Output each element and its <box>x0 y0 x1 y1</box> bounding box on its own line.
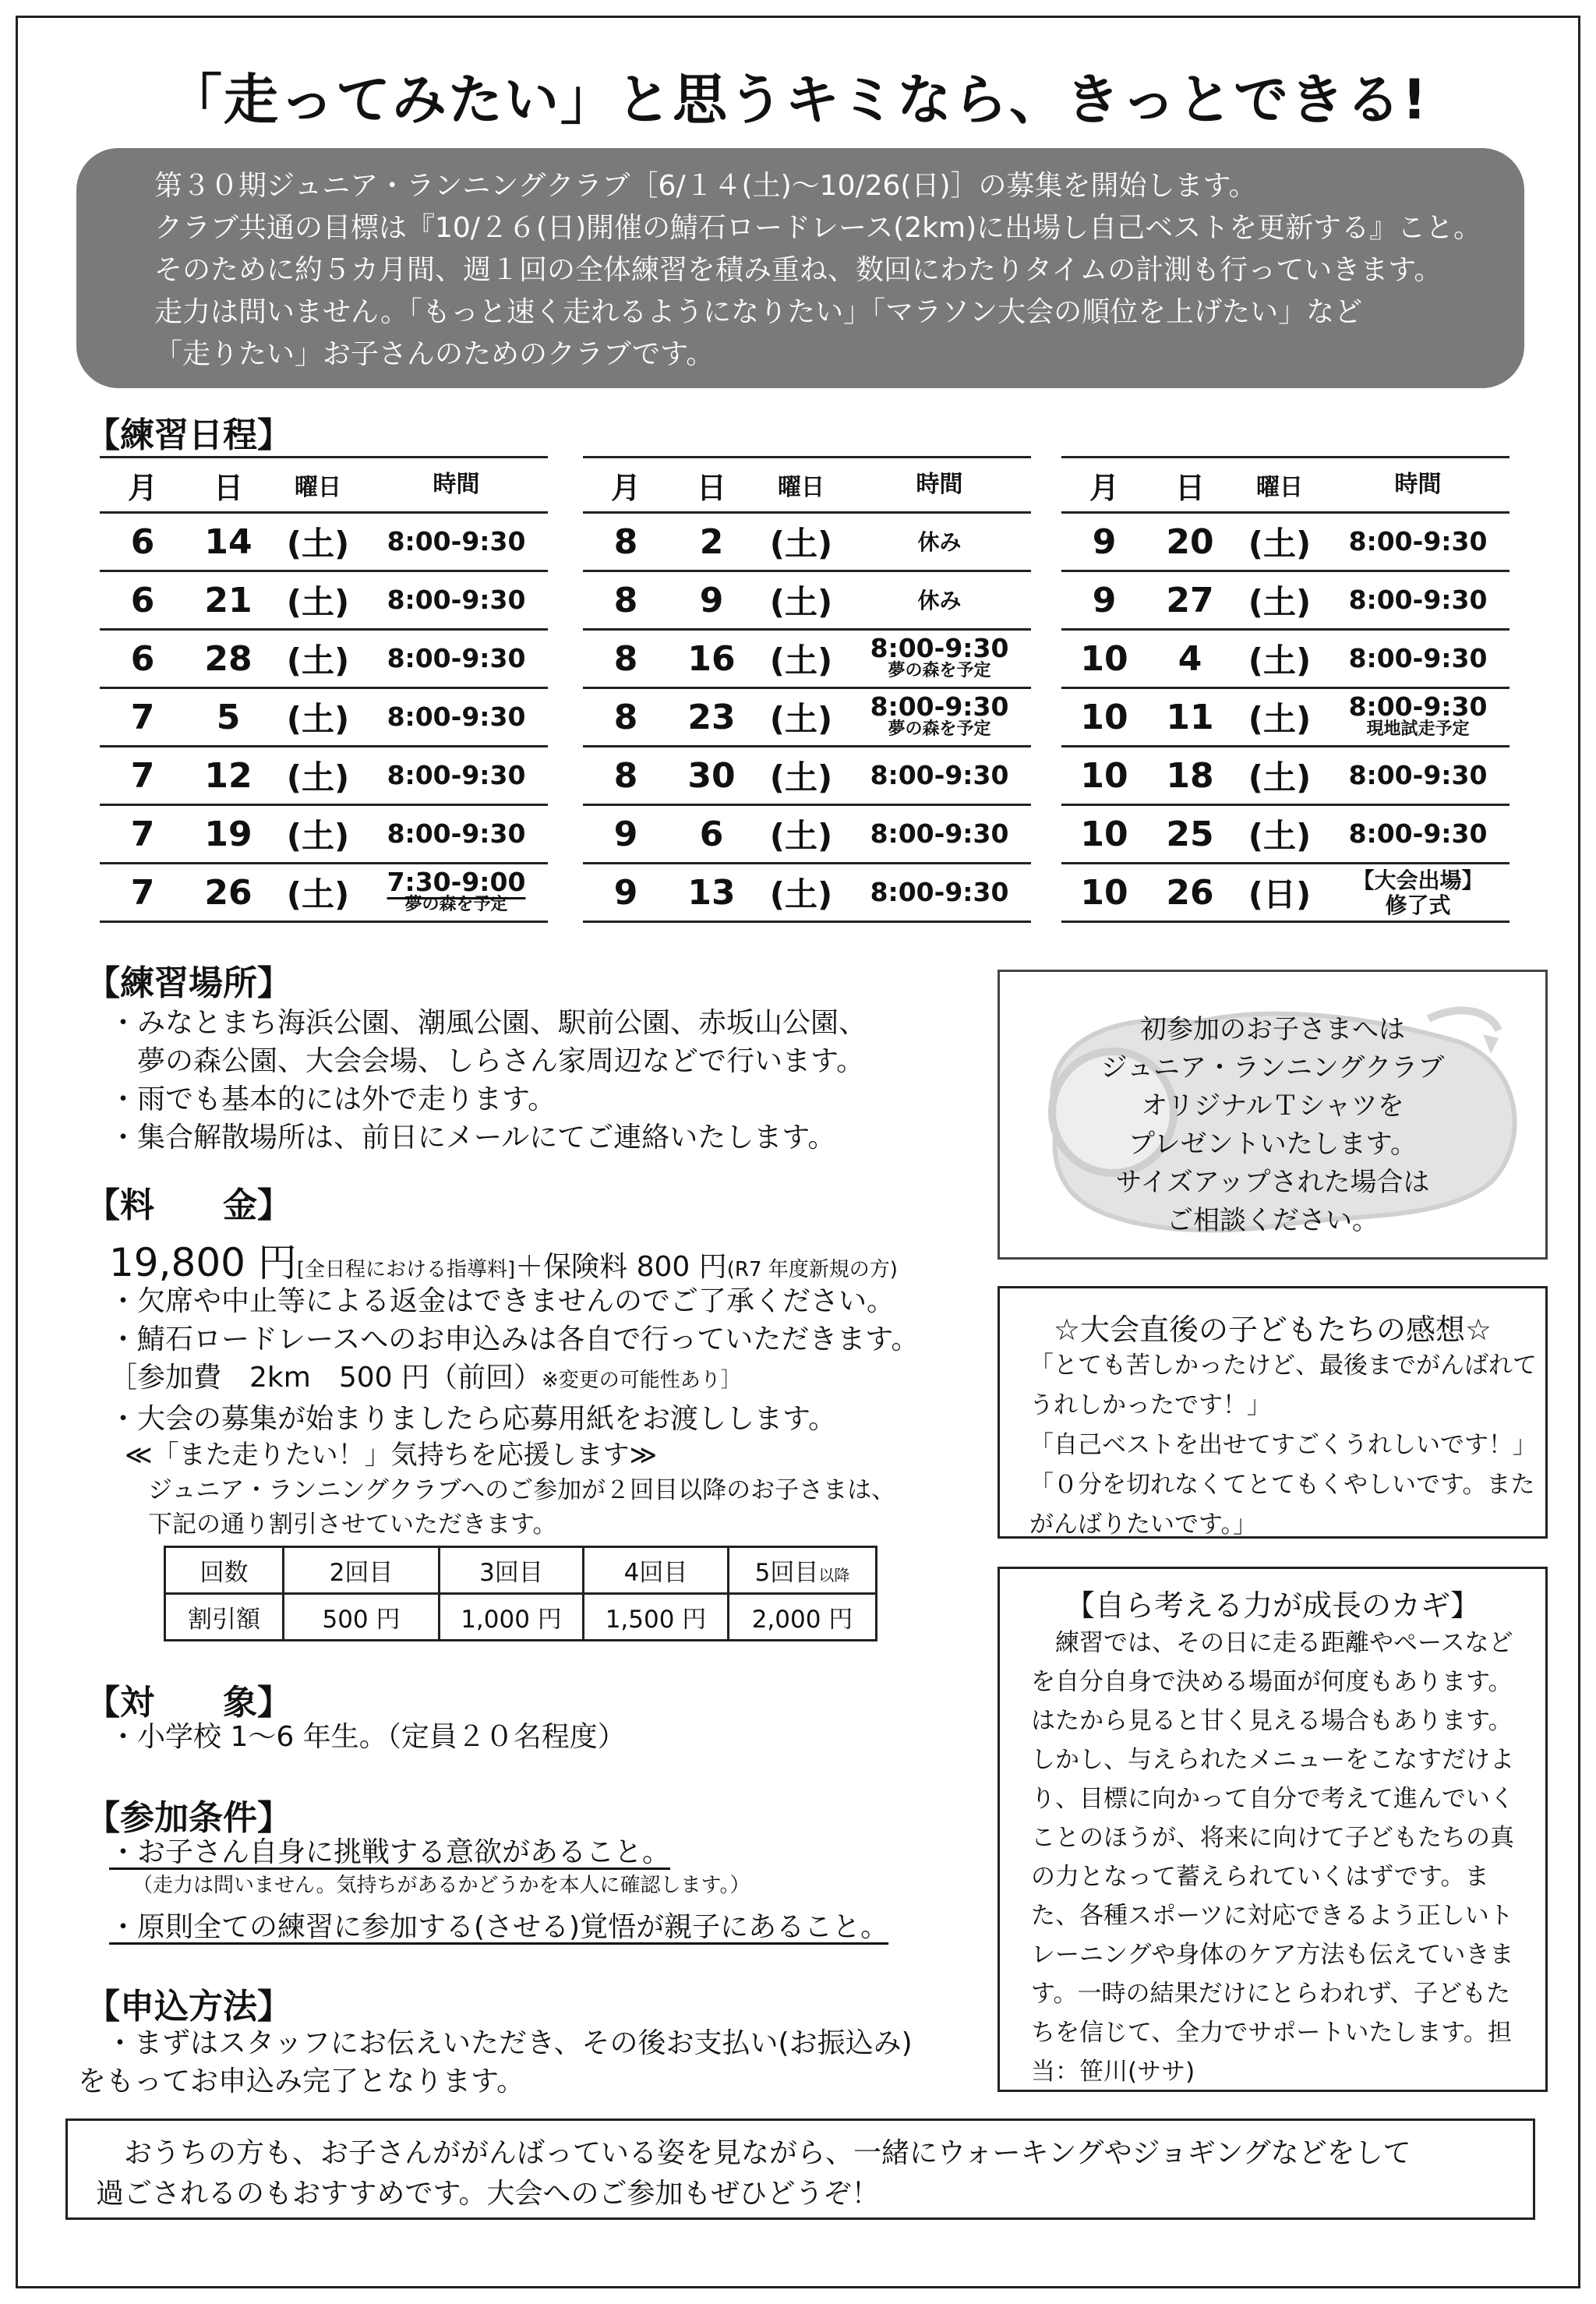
schedule-time <box>365 701 548 732</box>
schedule-day: 11 <box>1166 697 1214 737</box>
schedule-time <box>1326 691 1509 740</box>
schedule-time-note: 夢の森を予定 <box>888 661 991 680</box>
schedule-month: 10 <box>1080 814 1128 854</box>
key-paragraph: 練習では、その日に走る距離やペースなどを自分自身で決める場面が何度もあります。はたから見ると甘く見える場合もあります。しかし、与えられたメニューをこなすだけより、目標に向かって自分で考えて進んでいくことのほうが、将来に向けて子どもたちの真の力となって蓄えられていくはずです。また、各種スポーツに対応できるよう正しいトレーニングや身体のケア方法も伝えていきます。一時の結果だけにとらわれず、子どもたちを信じて、全力でサポートいたします。担当：笹川(ササ) <box>1031 1629 1514 2086</box>
key-text <box>1031 1624 1522 2091</box>
schedule-row <box>1061 689 1509 747</box>
schedule-header <box>1061 456 1509 514</box>
schedule-row <box>100 747 548 806</box>
place-line: 夢の森公園、大会会場、しらさん家周辺などで行います。 <box>109 1045 865 1077</box>
schedule-weekday: (土) <box>1248 525 1312 563</box>
voice-line: 「０分を切れなくてとてもくやしいです。また <box>1029 1471 1535 1499</box>
schedule-time-text: 8:00-9:30 <box>1348 526 1488 557</box>
schedule-month: 7 <box>130 755 155 796</box>
tshirt-line: プレゼントいたします。 <box>1128 1129 1417 1160</box>
schedule-header-weekday: 曜日 <box>295 474 341 501</box>
schedule-weekday: (土) <box>769 875 833 913</box>
schedule-day: 4 <box>1178 638 1202 679</box>
voice-line: 「自己ベストを出せてすごくうれしいです！」 <box>1029 1431 1537 1459</box>
schedule-month: 10 <box>1080 755 1128 796</box>
schedule-time-note: 夢の森を予定 <box>888 719 991 739</box>
schedule-time <box>365 867 548 915</box>
schedule-row <box>100 572 548 631</box>
schedule-month: 6 <box>130 638 155 679</box>
schedule-month: 6 <box>130 521 155 562</box>
discount-cell: 1,500 円 <box>584 1594 729 1641</box>
schedule-time-text: 休み <box>917 529 962 555</box>
schedule-weekday: (日) <box>1248 875 1312 913</box>
bottom-line: 過ごされるのもおすすめです。大会へのご参加もぜひどうぞ！ <box>96 2178 880 2210</box>
fee-amount-note: [全日程における指導料] <box>296 1258 516 1281</box>
schedule-row <box>100 806 548 864</box>
schedule-header-month: 月 <box>1089 470 1119 505</box>
schedule-row <box>1061 631 1509 689</box>
condition-line-2: ・原則全ての練習に参加する(させる)覚悟が親子にあること。 <box>109 1911 889 1943</box>
tshirt-text <box>1000 1011 1545 1240</box>
apply-text <box>78 2024 913 2101</box>
tshirt-box <box>998 970 1548 1260</box>
voices-text <box>1029 1346 1537 1545</box>
schedule-weekday: (土) <box>1248 583 1312 621</box>
schedule-day: 25 <box>1166 814 1214 854</box>
schedule-time-text: 8:00-9:30 <box>387 585 526 615</box>
schedule-month: 9 <box>1092 521 1117 562</box>
discount-cell: 1,000 円 <box>440 1594 584 1641</box>
schedule-day: 6 <box>699 814 724 854</box>
fee-line: ・鯖石ロードレースへのお申込みは各自で行っていただきます。 <box>109 1323 920 1355</box>
fee-line-note: ※変更の可能性あり］ <box>541 1369 741 1392</box>
intro-line: 走力は問いません。「もっと速く走れるようになりたい」「マラソン大会の順位を上げたい」など <box>154 296 1363 328</box>
schedule-month: 6 <box>130 580 155 620</box>
schedule-time <box>848 587 1031 613</box>
schedule-row <box>100 514 548 572</box>
schedule-time-text: 8:00-9:30 <box>1348 818 1488 849</box>
fee-insurance: ＋保険料 800 円 <box>515 1251 727 1283</box>
schedule-month: 8 <box>613 638 638 679</box>
schedule-time <box>1326 643 1509 673</box>
schedule-day: 20 <box>1166 521 1214 562</box>
schedule-time <box>848 760 1031 790</box>
schedule-header-month: 月 <box>127 470 157 505</box>
condition-title: 【参加条件】 <box>86 1798 291 1838</box>
schedule-month: 10 <box>1080 872 1128 913</box>
voice-line: うれしかったです！」 <box>1029 1391 1271 1419</box>
place-title: 【練習場所】 <box>86 963 291 1003</box>
discount-cell: 回数 <box>165 1547 284 1594</box>
key-title: 【自ら考える力が成長のカギ】 <box>1065 1588 1480 1623</box>
schedule-day: 19 <box>204 814 252 854</box>
condition-line-1: ・お子さん自身に挑戦する意欲があること。 <box>109 1836 671 1868</box>
place-text <box>109 1004 867 1157</box>
schedule-row <box>583 864 1031 923</box>
schedule-weekday: (土) <box>286 700 350 738</box>
schedule-time <box>365 818 548 849</box>
schedule-header-time: 時間 <box>916 471 963 498</box>
discount-cell: 4回目 <box>584 1547 729 1594</box>
schedule-month: 10 <box>1080 697 1128 737</box>
schedule-month: 9 <box>613 872 638 913</box>
schedule-time-text: 8:00-9:30 <box>387 643 526 673</box>
schedule-time-text: 8:00-9:30 <box>1348 760 1488 790</box>
schedule-month: 8 <box>613 580 638 620</box>
bottom-message <box>65 2118 1535 2220</box>
apply-line: をもってお申込み完了となります。 <box>78 2065 525 2097</box>
schedule-header-weekday: 曜日 <box>778 474 824 501</box>
schedule-weekday: (土) <box>1248 758 1312 797</box>
schedule-header-weekday: 曜日 <box>1256 474 1303 501</box>
tshirt-line: ジュニア・ランニングクラブ <box>1100 1052 1445 1083</box>
schedule-day: 26 <box>1166 872 1214 913</box>
schedule-time <box>1326 585 1509 615</box>
schedule-time <box>365 643 548 673</box>
schedule-time <box>365 526 548 557</box>
fee-price <box>109 1232 898 1288</box>
discount-cell-text: 5回目 <box>754 1559 819 1587</box>
schedule-weekday: (土) <box>286 583 350 621</box>
schedule-row <box>1061 572 1509 631</box>
schedule-day: 9 <box>699 580 724 620</box>
fee-line: ・大会の募集が始まりましたら応募用紙をお渡しします。 <box>109 1403 837 1435</box>
place-line: ・みなとまち海浜公園、潮風公園、駅前公園、赤坂山公園、 <box>109 1007 867 1039</box>
schedule-time <box>1326 760 1509 790</box>
discount-table <box>164 1546 877 1641</box>
schedule-time <box>848 528 1031 555</box>
schedule-row <box>583 572 1031 631</box>
schedule-time-text: 8:00-9:30 <box>387 760 526 790</box>
discount-row-count <box>165 1547 877 1594</box>
apply-line: ・まずはスタッフにお伝えいただき、その後お支払い(お振込み) <box>78 2027 913 2059</box>
schedule-time-text: 8:00-9:30 <box>870 760 1009 790</box>
schedule-day: 13 <box>687 872 736 913</box>
schedule-row <box>583 689 1031 747</box>
schedule-title: 【練習日程】 <box>86 415 291 455</box>
schedule-row <box>583 806 1031 864</box>
place-line: ・雨でも基本的には外で走ります。 <box>109 1083 556 1115</box>
fee-text <box>109 1282 919 1438</box>
schedule-time-note: 修了式 <box>1385 892 1451 918</box>
schedule-weekday: (土) <box>769 525 833 563</box>
schedule-day: 2 <box>699 521 724 562</box>
schedule-time-text: 8:00-9:30 <box>387 701 526 732</box>
schedule-row <box>1061 747 1509 806</box>
discount-cell: 2回目 <box>284 1547 440 1594</box>
fee-line <box>109 1359 919 1400</box>
schedule-weekday: (土) <box>286 758 350 797</box>
schedule-time <box>365 760 548 790</box>
schedule-table-1 <box>100 456 548 923</box>
intro-banner <box>76 148 1524 388</box>
schedule-header <box>100 456 548 514</box>
schedule-month: 8 <box>613 755 638 796</box>
schedule-time-text: 8:00-9:30 <box>870 877 1009 907</box>
support-title: ≪「また走りたい！」気持ちを応援します≫ <box>125 1440 658 1471</box>
schedule-weekday: (土) <box>769 817 833 855</box>
intro-line: そのために約５カ月間、週１回の全体練習を積み重ね、数回にわたりタイムの計測も行っていきます。 <box>154 254 1442 286</box>
voice-line: がんばりたいです。」 <box>1029 1511 1258 1539</box>
schedule-row <box>583 631 1031 689</box>
headline: 「走ってみたい」と思うキミなら、きっとできる! <box>168 68 1428 132</box>
schedule-time-text: 8:00-9:30 <box>870 633 1009 663</box>
schedule-time <box>848 633 1031 681</box>
fee-line-entry: ［参加費 2km 500 円（前回） <box>109 1362 542 1394</box>
support-line: ジュニア・ランニングクラブへのご参加が２回目以降のお子さまは、 <box>148 1476 896 1504</box>
target-title: 【対 象】 <box>86 1683 291 1723</box>
voices-title: ☆大会直後の子どもたちの感想☆ <box>1053 1313 1492 1347</box>
schedule-day: 16 <box>687 638 736 679</box>
schedule-time-note: 現地試走予定 <box>1366 719 1470 739</box>
schedule-time-text: 7:30-9:00 <box>387 867 526 897</box>
apply-title: 【申込方法】 <box>86 1987 291 2027</box>
schedule-day: 30 <box>687 755 736 796</box>
schedule-header-day: 日 <box>1174 470 1205 505</box>
bottom-line: おうちの方も、お子さんががんばっている姿を見ながら、一緒にウォーキングやジョギングなどをして <box>124 2137 1411 2169</box>
schedule-day: 12 <box>204 755 252 796</box>
schedule-header-time: 時間 <box>1394 471 1442 498</box>
schedule-time-text: 【大会出場】 <box>1352 868 1484 893</box>
tshirt-line: オリジナルＴシャツを <box>1141 1090 1404 1122</box>
schedule-day: 28 <box>204 638 252 679</box>
schedule-weekday: (土) <box>1248 641 1312 680</box>
schedule-weekday: (土) <box>1248 817 1312 855</box>
schedule-weekday: (土) <box>769 641 833 680</box>
discount-row-amount <box>165 1594 877 1641</box>
schedule-time <box>1326 867 1509 918</box>
fee-amount: 19,800 円 <box>109 1240 297 1285</box>
schedule-time <box>848 691 1031 740</box>
voice-line: 「とても苦しかったけど、最後までがんばれて <box>1029 1352 1537 1380</box>
discount-cell: 500 円 <box>284 1594 440 1641</box>
schedule-day: 23 <box>687 697 736 737</box>
tshirt-line: ご相談ください。 <box>1167 1205 1379 1236</box>
schedule-row <box>1061 514 1509 572</box>
schedule-time <box>365 585 548 615</box>
schedule-weekday: (土) <box>286 525 350 563</box>
schedule-time-text: 8:00-9:30 <box>1348 691 1488 722</box>
schedule-row <box>1061 864 1509 923</box>
schedule-day: 27 <box>1166 580 1214 620</box>
schedule-day: 18 <box>1166 755 1214 796</box>
schedule-month: 9 <box>613 814 638 854</box>
discount-cell <box>729 1547 877 1594</box>
schedule-time-text: 8:00-9:30 <box>387 526 526 557</box>
schedule-day: 5 <box>216 697 241 737</box>
schedule-header-time: 時間 <box>433 471 480 498</box>
schedule-time-text: 休み <box>917 588 962 613</box>
voices-box <box>998 1286 1548 1539</box>
schedule-time-text: 8:00-9:30 <box>870 818 1009 849</box>
schedule-month: 7 <box>130 872 155 913</box>
discount-cell: 3回目 <box>440 1547 584 1594</box>
schedule-month: 8 <box>613 697 638 737</box>
schedule-header-day: 日 <box>696 470 726 505</box>
schedule-time <box>848 877 1031 907</box>
schedule-weekday: (土) <box>286 817 350 855</box>
discount-cell-suffix: 以降 <box>818 1566 850 1585</box>
schedule-month: 9 <box>1092 580 1117 620</box>
schedule-month: 10 <box>1080 638 1128 679</box>
schedule-weekday: (土) <box>769 700 833 738</box>
discount-cell: 割引額 <box>165 1594 284 1641</box>
schedule-weekday: (土) <box>286 875 350 913</box>
schedule-weekday: (土) <box>1248 700 1312 738</box>
support-line: 下記の通り割引させていただきます。 <box>148 1511 557 1539</box>
schedule-time-text: 8:00-9:30 <box>870 691 1009 722</box>
schedule-month: 7 <box>130 697 155 737</box>
schedule-day: 26 <box>204 872 252 913</box>
intro-line: 第３０期ジュニア・ランニングクラブ［6/１４(土)～10/26(日)］の募集を開始します。 <box>154 170 1257 202</box>
schedule-row <box>100 864 548 923</box>
schedule-weekday: (土) <box>769 583 833 621</box>
target-line: ・小学校 1～6 年生。（定員２０名程度） <box>109 1721 626 1753</box>
schedule-month: 8 <box>613 521 638 562</box>
tshirt-line: 初参加のお子さまへは <box>1140 1014 1405 1045</box>
schedule-month: 7 <box>130 814 155 854</box>
schedule-time <box>1326 818 1509 849</box>
tshirt-line: サイズアップされた場合は <box>1115 1167 1430 1198</box>
schedule-row <box>583 514 1031 572</box>
schedule-table-3 <box>1061 456 1509 923</box>
schedule-row <box>583 747 1031 806</box>
support-text <box>148 1473 895 1542</box>
schedule-time-text: 8:00-9:30 <box>387 818 526 849</box>
intro-line: クラブ共通の目標は『10/２６(日)開催の鯖石ロードレース(2km)に出場し自己ベストを更新する』こと。 <box>154 212 1482 244</box>
schedule-weekday: (土) <box>769 758 833 797</box>
schedule-row <box>1061 806 1509 864</box>
discount-cell: 2,000 円 <box>729 1594 877 1641</box>
schedule-header <box>583 456 1031 514</box>
schedule-table-2 <box>583 456 1031 923</box>
condition-note: （走力は問いません。気持ちがあるかどうかを本人に確認します。） <box>132 1874 750 1897</box>
fee-line: ・欠席や中止等による返金はできませんのでご了承ください。 <box>109 1285 895 1317</box>
schedule-time <box>848 818 1031 849</box>
place-line: ・集合解散場所は、前日にメールにてご連絡いたします。 <box>109 1122 836 1154</box>
schedule-weekday: (土) <box>286 641 350 680</box>
schedule-day: 14 <box>204 521 252 562</box>
schedule-row <box>100 689 548 747</box>
schedule-time-text: 8:00-9:30 <box>1348 643 1488 673</box>
schedule-row <box>100 631 548 689</box>
intro-line: 「走りたい」お子さんのためのクラブです。 <box>154 338 715 370</box>
schedule-day: 21 <box>204 580 252 620</box>
fee-insurance-note: (R7 年度新規の方) <box>726 1258 898 1281</box>
schedule-time-text: 8:00-9:30 <box>1348 585 1488 615</box>
fee-title: 【料 金】 <box>86 1186 291 1225</box>
schedule-header-day: 日 <box>213 470 243 505</box>
key-box <box>998 1567 1548 2092</box>
schedule-time <box>1326 526 1509 557</box>
schedule-time-note: 夢の森を予定 <box>404 895 508 914</box>
schedule-header-month: 月 <box>610 470 641 505</box>
